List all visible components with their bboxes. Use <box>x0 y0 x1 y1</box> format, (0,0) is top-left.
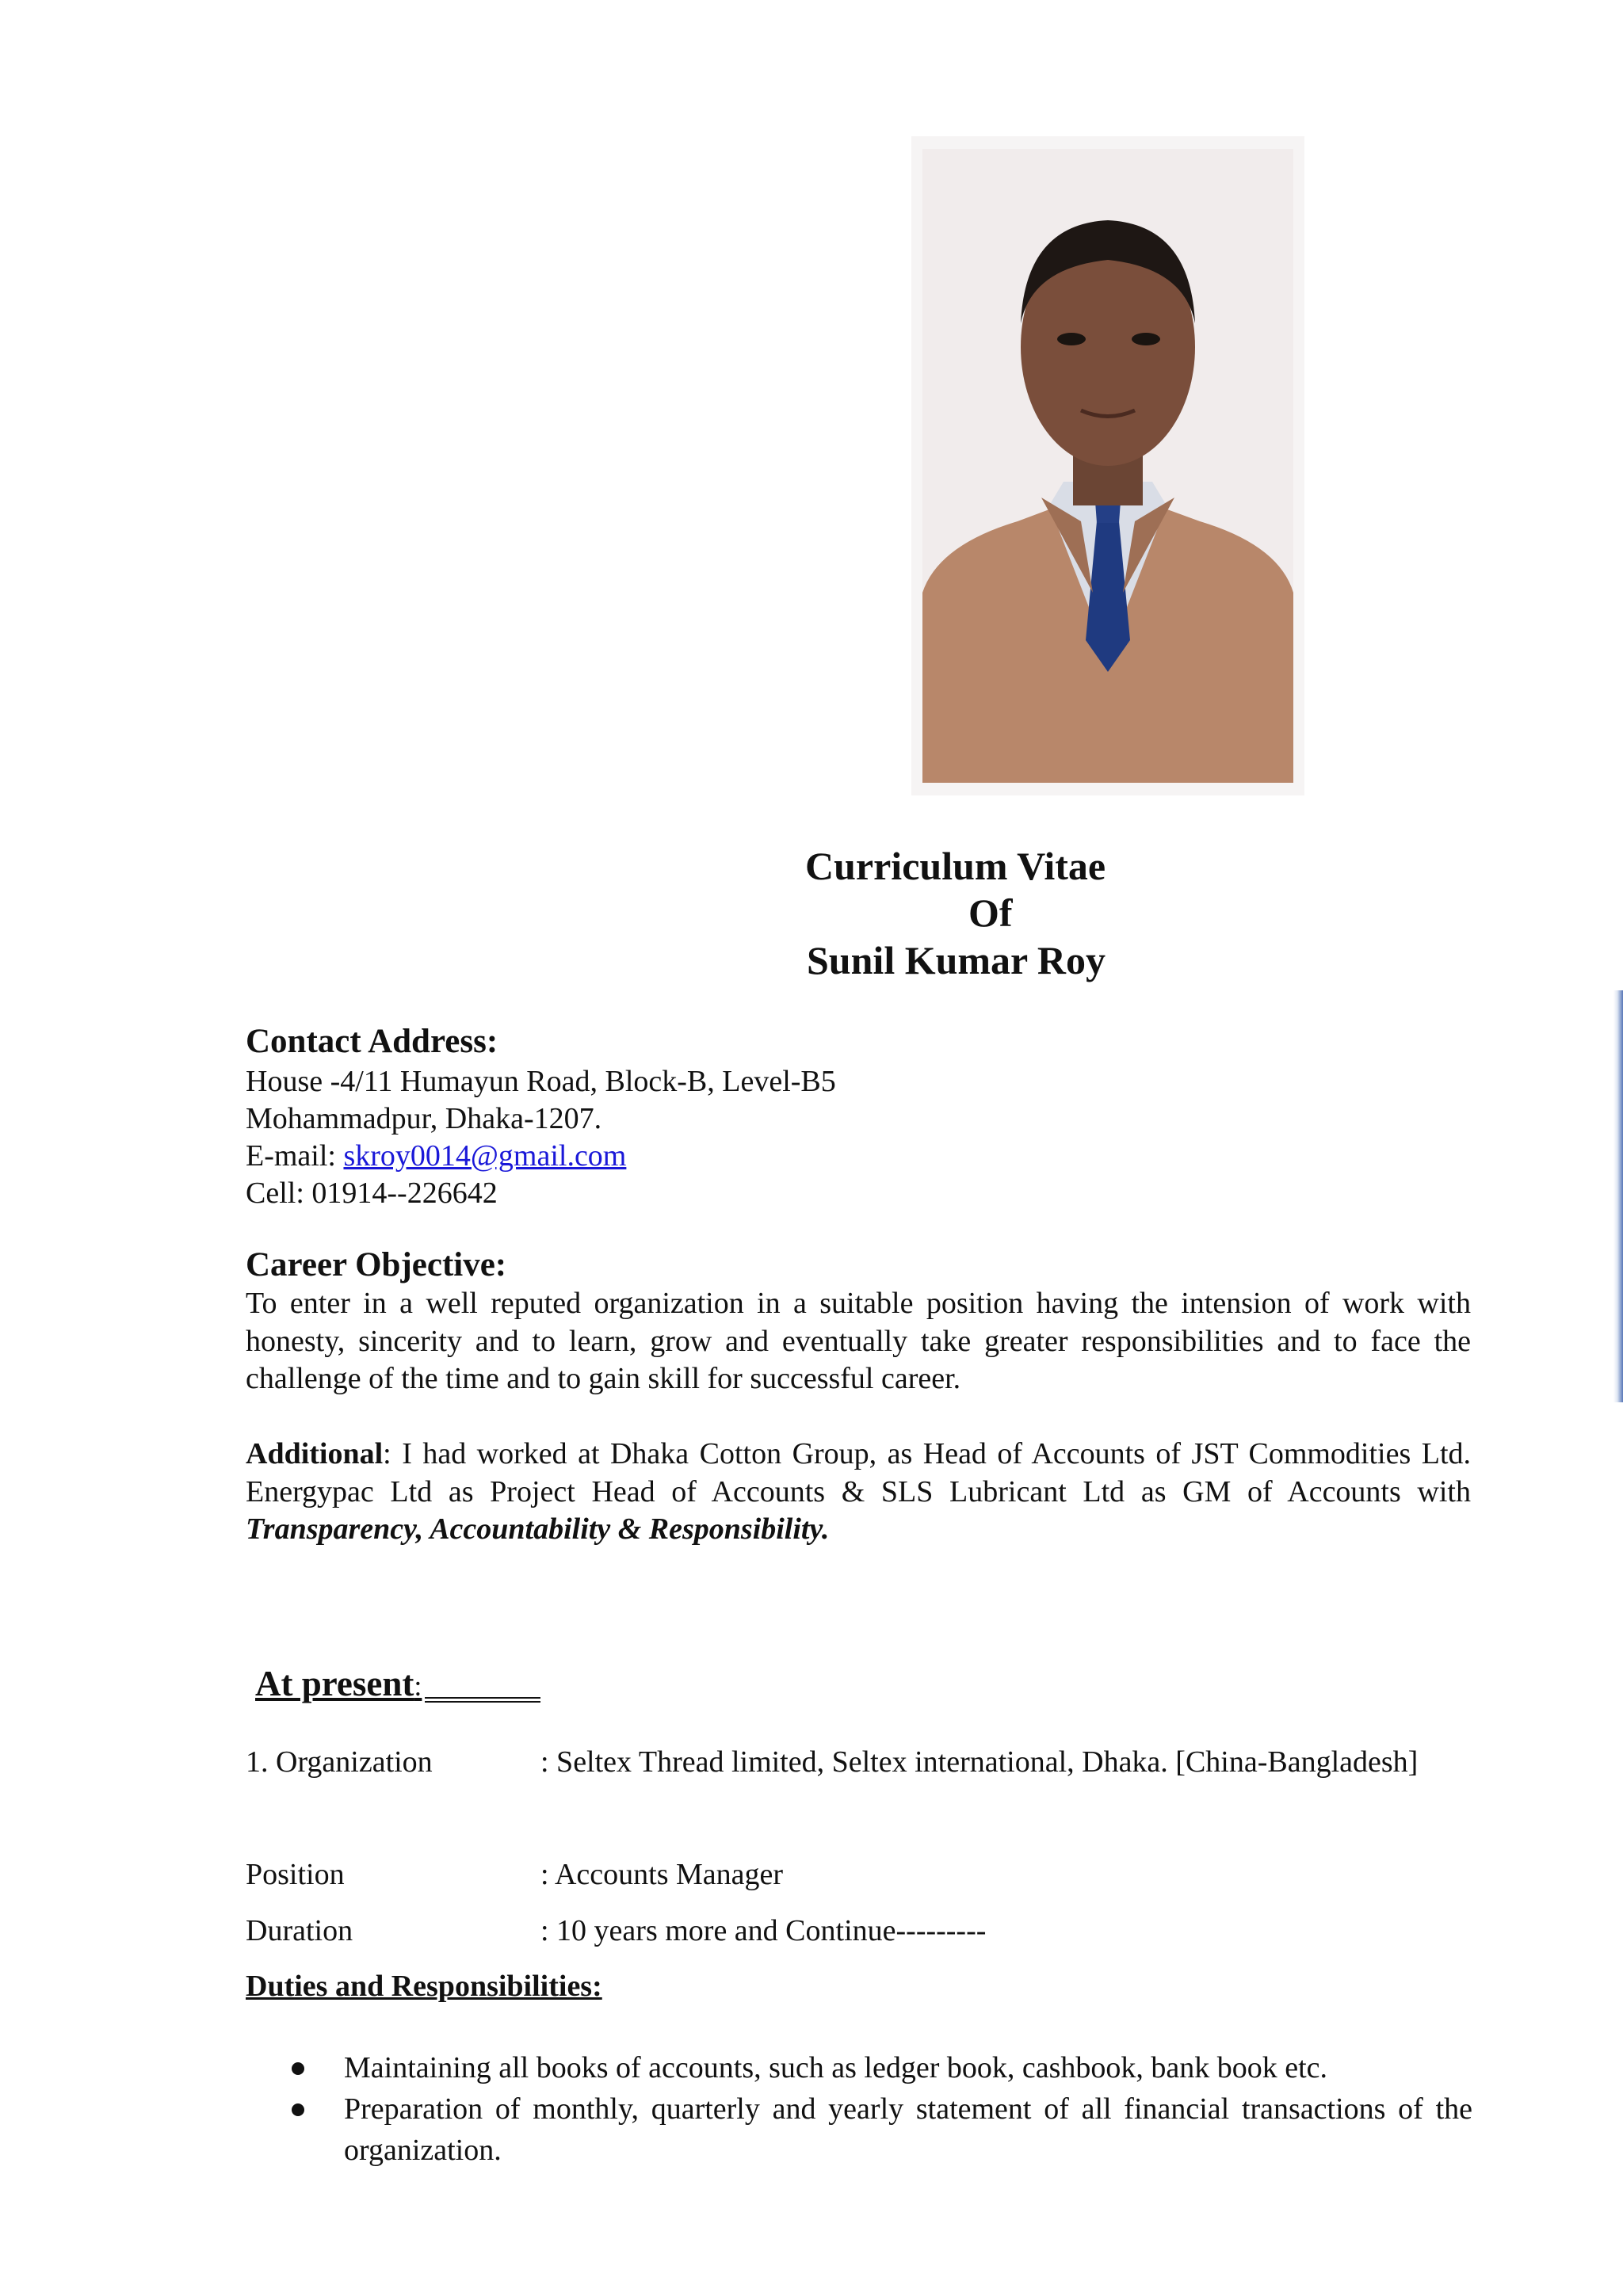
duties-heading: Duties and Responsibilities: <box>246 1970 602 2003</box>
portrait-image <box>922 149 1293 783</box>
additional-text: : I had worked at Dhaka Cotton Group, as Head of Accounts of JST Commodities Ltd. Energypac Ltd as Project Head of Accounts & SLS Lubricant Ltd as GM of Accounts with <box>246 1437 1471 1508</box>
list-item: Maintaining all books of accounts, such as ledger book, cashbook, bank book etc. <box>292 2047 1472 2088</box>
present-heading-colon: : <box>414 1670 422 1702</box>
email-label: E-mail: <box>246 1139 344 1173</box>
cv-title: Curriculum Vitae <box>805 844 1106 888</box>
list-item: Preparation of monthly, quarterly and yearly statement of all financial transactions of the organization. <box>292 2088 1472 2171</box>
contact-heading: Contact Address: <box>246 1023 498 1060</box>
objective-text: To enter in a well reputed organization in a suitable position having the intension of work with honesty, sincerity and to learn, grow and eventually take greater responsibilities and to face the challenge of the time and to gain skill for successful career. <box>246 1287 1471 1395</box>
additional-emphasis: Transparency, Accountability & Responsibility. <box>246 1512 830 1546</box>
page-edge-strip <box>1613 990 1623 1402</box>
portrait-illustration <box>922 149 1293 783</box>
duration-value: : 10 years more and Continue--------- <box>540 1914 987 1947</box>
org-value: : Seltex Thread limited, Seltex international, Dhaka. [China-Bangladesh] <box>540 1745 1419 1779</box>
present-heading-rule <box>425 1697 540 1703</box>
address-line-1: House -4/11 Humayun Road, Block-B, Level-B5 <box>246 1065 836 1098</box>
cv-name: Sunil Kumar Roy <box>807 938 1106 982</box>
objective-heading: Career Objective: <box>246 1246 507 1283</box>
present-heading: At present: <box>255 1664 422 1703</box>
additional-label: Additional <box>246 1437 384 1470</box>
cv-title-of: Of <box>968 891 1013 935</box>
email-line <box>246 1138 626 1175</box>
additional-paragraph <box>246 1436 1471 1549</box>
email-link[interactable]: skroy0014@gmail.com <box>343 1139 627 1173</box>
cell-line: Cell: 01914--226642 <box>246 1177 498 1210</box>
bullet-icon <box>292 2103 304 2116</box>
org-label: 1. Organization <box>246 1745 433 1779</box>
duration-label: Duration <box>246 1914 353 1947</box>
duties-list <box>292 2047 1472 2171</box>
bullet-icon <box>292 2062 304 2075</box>
address-line-2: Mohammadpur, Dhaka-1207. <box>246 1102 602 1135</box>
position-label: Position <box>246 1858 345 1891</box>
portrait-photo <box>911 136 1304 795</box>
position-value: : Accounts Manager <box>540 1858 784 1891</box>
